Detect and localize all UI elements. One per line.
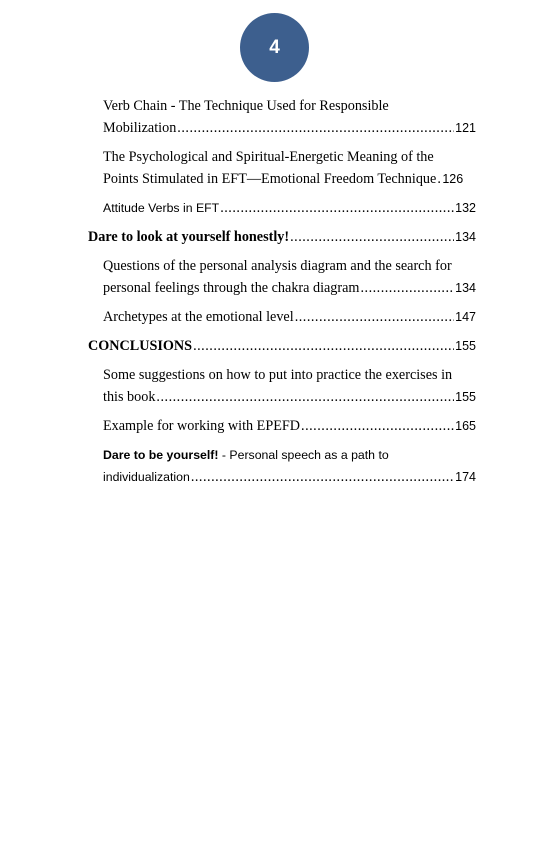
toc-entry-page: 155 <box>455 389 476 404</box>
leader-dots <box>360 278 454 300</box>
leader-dots <box>156 387 454 409</box>
leader-dots <box>177 118 454 140</box>
leader-dots <box>437 169 441 191</box>
toc-entry-page: 126 <box>442 171 464 186</box>
toc-entry-lead-bold: Dare to be yourself! <box>103 448 219 462</box>
toc-entry[interactable] <box>103 445 476 488</box>
toc-entry-lead: Some suggestions on how to put into practice the exercises in <box>103 367 453 383</box>
toc-entry-page: 147 <box>455 310 476 324</box>
toc-entry-label: CONCLUSIONS <box>88 338 193 354</box>
toc-entry-page: 132 <box>455 201 476 215</box>
toc-entry[interactable] <box>103 307 476 329</box>
toc-entry-label: personal feelings through the chakra diagram <box>103 279 360 296</box>
toc-entry[interactable] <box>88 336 476 358</box>
toc-entry-lead: Verb Chain - The Technique Used for Responsible <box>103 98 389 114</box>
leader-dots <box>290 227 454 249</box>
leader-dots <box>295 307 454 329</box>
leader-dots <box>220 198 454 220</box>
page-number: 4 <box>269 36 280 58</box>
toc-entry-page: 174 <box>455 469 476 484</box>
toc-entry-label: Attitude Verbs in EFT <box>103 201 220 215</box>
leader-dots <box>193 336 454 358</box>
toc-entry-label: Example for working with EPEFD <box>103 418 301 434</box>
toc-entry-label: Archetypes at the emotional level <box>103 309 294 325</box>
toc-entry[interactable] <box>103 416 476 438</box>
toc-entry-page: 134 <box>455 280 476 295</box>
leader-dots <box>301 416 454 438</box>
toc-entry-label: Points Stimulated in EFT—Emotional Freedom Technique <box>103 170 437 187</box>
toc-entry-label: Mobilization <box>103 119 177 136</box>
toc-entry[interactable] <box>103 198 476 220</box>
toc-entry-label: individualization <box>103 469 190 484</box>
toc-entry[interactable] <box>103 96 476 139</box>
page-number-badge <box>240 13 309 82</box>
toc-entry[interactable] <box>88 227 476 249</box>
toc-entry-lead: - Personal speech as a path to <box>218 448 389 462</box>
toc-entry[interactable] <box>103 365 476 408</box>
toc-entry-label: Dare to look at yourself honestly! <box>88 229 290 245</box>
toc-entry-lead: Questions of the personal analysis diagram and the search for <box>103 258 452 274</box>
toc-entry-page: 121 <box>455 120 476 135</box>
toc-entry[interactable] <box>103 147 476 190</box>
toc-entry-page: 165 <box>455 419 476 433</box>
toc-entry-page: 134 <box>455 230 476 244</box>
toc-entry[interactable] <box>103 256 476 299</box>
toc-entry-lead: The Psychological and Spiritual-Energetic Meaning of the <box>103 149 434 165</box>
leader-dots <box>191 467 454 489</box>
toc-entry-page: 155 <box>455 339 476 353</box>
toc-entry-label: this book <box>103 388 156 405</box>
